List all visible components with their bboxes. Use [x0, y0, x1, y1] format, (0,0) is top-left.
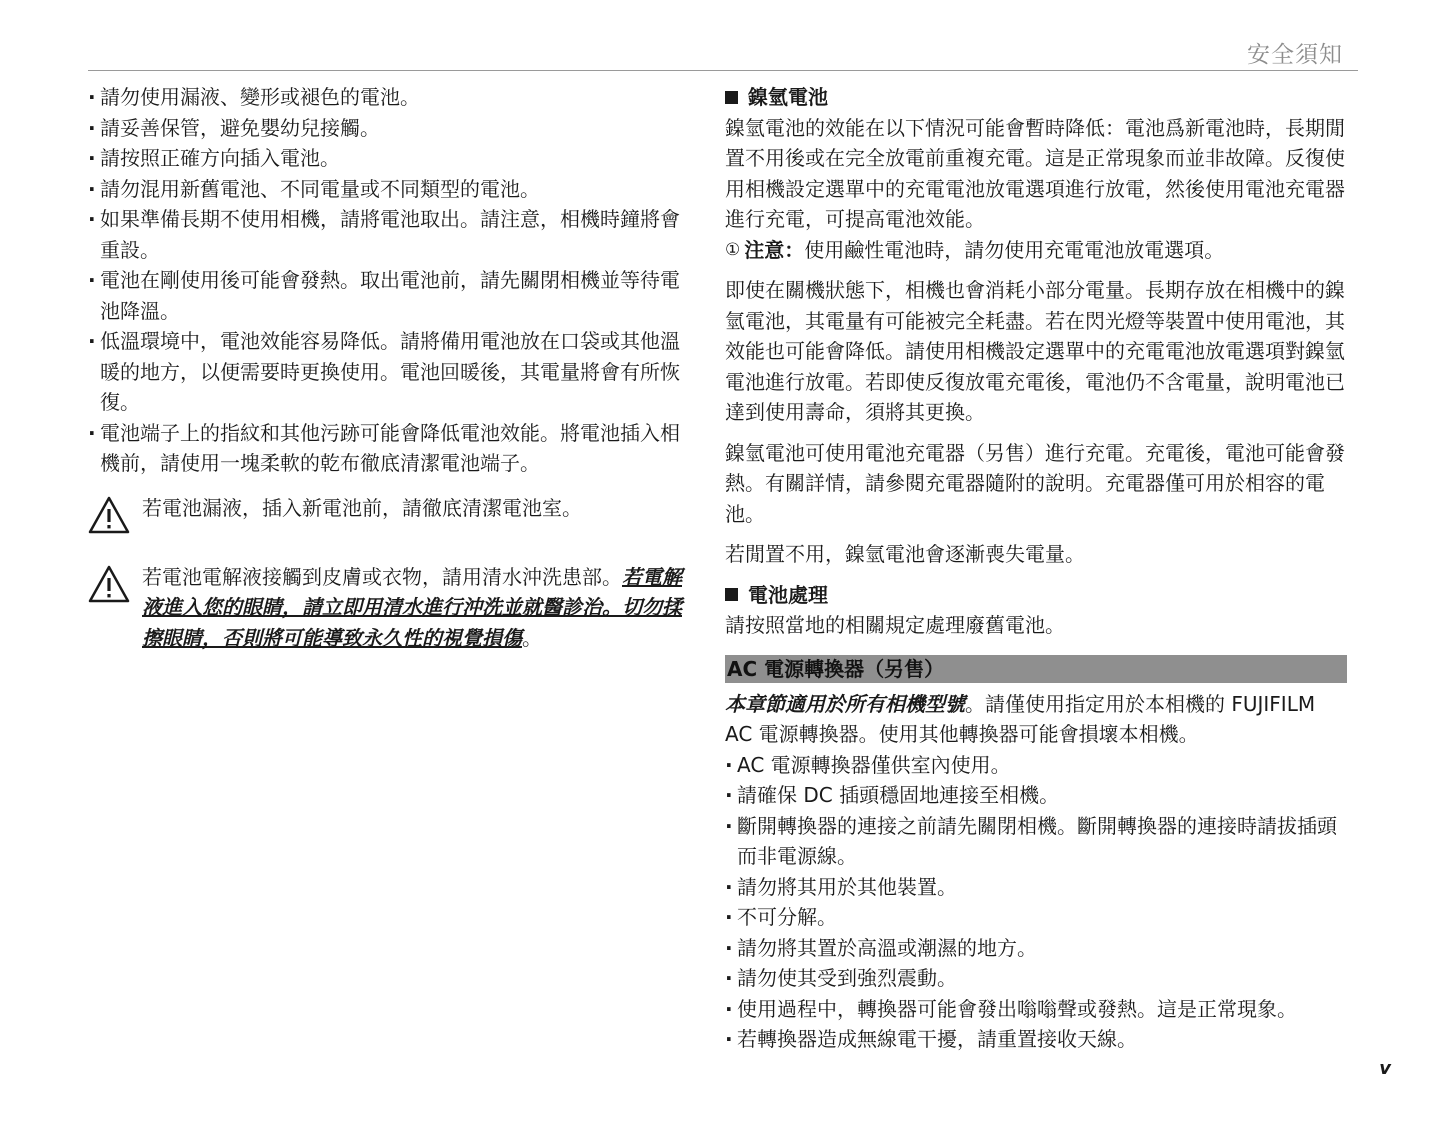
ac-intro-emphasis: 本章節適用於所有相機型號 — [725, 691, 965, 716]
list-item: · 請確保 DC 插頭穩固地連接至相機。 — [725, 780, 1347, 811]
list-item: · 請勿混用新舊電池、不同電量或不同類型的電池。 — [88, 174, 694, 205]
paragraph: 若閒置不用，鎳氫電池會逐漸喪失電量。 — [725, 542, 1085, 566]
section-heading-disposal — [725, 580, 1347, 611]
caution-label: 注意： — [744, 237, 805, 262]
warning-text: 若電池漏液，插入新電池前，請徹底清潔電池室。 — [142, 495, 582, 520]
warning-text — [142, 562, 694, 654]
page-header-title: 安全須知 — [1247, 42, 1343, 68]
warning-normal-text: 若電池電解液接觸到皮膚或衣物，請用清水沖洗患部。 — [142, 564, 622, 589]
header-divider — [88, 70, 1358, 71]
list-item: · 請勿將其用於其他裝置。 — [725, 872, 1347, 903]
caution-note — [725, 235, 1347, 266]
list-item: · 低溫環境中，電池效能容易降低。請將備用電池放在口袋或其他溫暖的地方，以便需要時更換使用。電池回暖後，其電量將會有所恢復。 — [88, 326, 694, 418]
section-heading-text: 鎳氫電池 — [748, 85, 828, 109]
list-item: · 請勿使用漏液、變形或褪色的電池。 — [88, 82, 694, 113]
section-heading-nimh — [725, 82, 1347, 113]
list-item: · 若轉換器造成無線電干擾，請重置接收天線。 — [725, 1024, 1347, 1055]
battery-bullet-list — [88, 82, 694, 479]
paragraph: 即使在關機狀態下，相機也會消耗小部分電量。長期存放在相機中的鎳氫電池，其電量有可能被完全耗盡。若在閃光燈等裝置中使用電池，其效能也可能會降低。請使用相機設定選單中的充電電池放電選項對鎳氫電池進行放電。若即使反復放電充電後，電池仍不含電量，說明電池已達到使用壽命，須將其更換。 — [725, 278, 1345, 424]
list-item: · 如果準備長期不使用相機，請將電池取出。請注意，相機時鐘將會重設。 — [88, 204, 694, 265]
list-item: · 請按照正確方向插入電池。 — [88, 143, 694, 174]
warning-electrolyte — [88, 562, 694, 654]
caution-icon: ① — [725, 239, 741, 260]
warning-triangle-icon — [88, 565, 130, 603]
left-column — [88, 82, 694, 653]
list-item: · AC 電源轉換器僅供室內使用。 — [725, 750, 1347, 781]
list-item: · 請勿將其置於高溫或潮濕的地方。 — [725, 933, 1347, 964]
right-column — [725, 82, 1347, 1055]
paragraph: 請按照當地的相關規定處理廢舊電池。 — [725, 613, 1065, 637]
square-bullet-icon — [725, 588, 738, 601]
warning-end-text: 。 — [522, 625, 542, 650]
ac-bullet-list — [725, 750, 1347, 1055]
page-number: v — [1379, 1058, 1391, 1079]
list-item: · 電池在剛使用後可能會發熱。取出電池前，請先關閉相機並等待電池降溫。 — [88, 265, 694, 326]
warning-emphasis-text: 若電解液進入您的眼睛，請立即用清水進行沖洗並就醫診治。切勿揉擦眼睛，否則將可能導致永久性的視覺損傷 — [142, 564, 682, 650]
warning-leak — [88, 493, 694, 534]
square-bullet-icon — [725, 91, 738, 104]
list-item: · 電池端子上的指紋和其他污跡可能會降低電池效能。將電池插入相機前，請使用一塊柔軟的乾布徹底清潔電池端子。 — [88, 418, 694, 479]
ac-intro — [725, 689, 1347, 750]
list-item: · 請勿使其受到強烈震動。 — [725, 963, 1347, 994]
list-item: · 請妥善保管，避免嬰幼兒接觸。 — [88, 113, 694, 144]
list-item: · 斷開轉換器的連接之前請先關閉相機。斷開轉換器的連接時請拔插頭而非電源線。 — [725, 811, 1347, 872]
list-item: · 不可分解。 — [725, 902, 1347, 933]
caution-text: 使用鹼性電池時，請勿使用充電電池放電選項。 — [804, 237, 1225, 262]
list-item: · 使用過程中，轉換器可能會發出嗡嗡聲或發熱。這是正常現象。 — [725, 994, 1347, 1025]
ac-intro-rest: 。請僅使用指定用於本相機的 FUJIFILM AC 電源轉換器。使用其他轉換器可能會損壞本相機。 — [725, 691, 1316, 746]
paragraph: 鎳氫電池可使用電池充電器（另售）進行充電。充電後，電池可能會發熱。有關詳情，請參閱充電器隨附的說明。充電器僅可用於相容的電池。 — [725, 440, 1345, 526]
ac-adapter-heading: AC 電源轉換器（另售） — [725, 655, 1347, 683]
warning-triangle-icon — [88, 496, 130, 534]
section-heading-text: 電池處理 — [748, 582, 828, 607]
paragraph: 鎳氫電池的效能在以下情況可能會暫時降低：電池爲新電池時，長期閒置不用後或在完全放電前重複充電。這是正常現象而並非故障。反復使用相機設定選單中的充電電池放電選項進行放電，然後使用電池充電器進行充電，可提高電池效能。 — [725, 115, 1345, 231]
